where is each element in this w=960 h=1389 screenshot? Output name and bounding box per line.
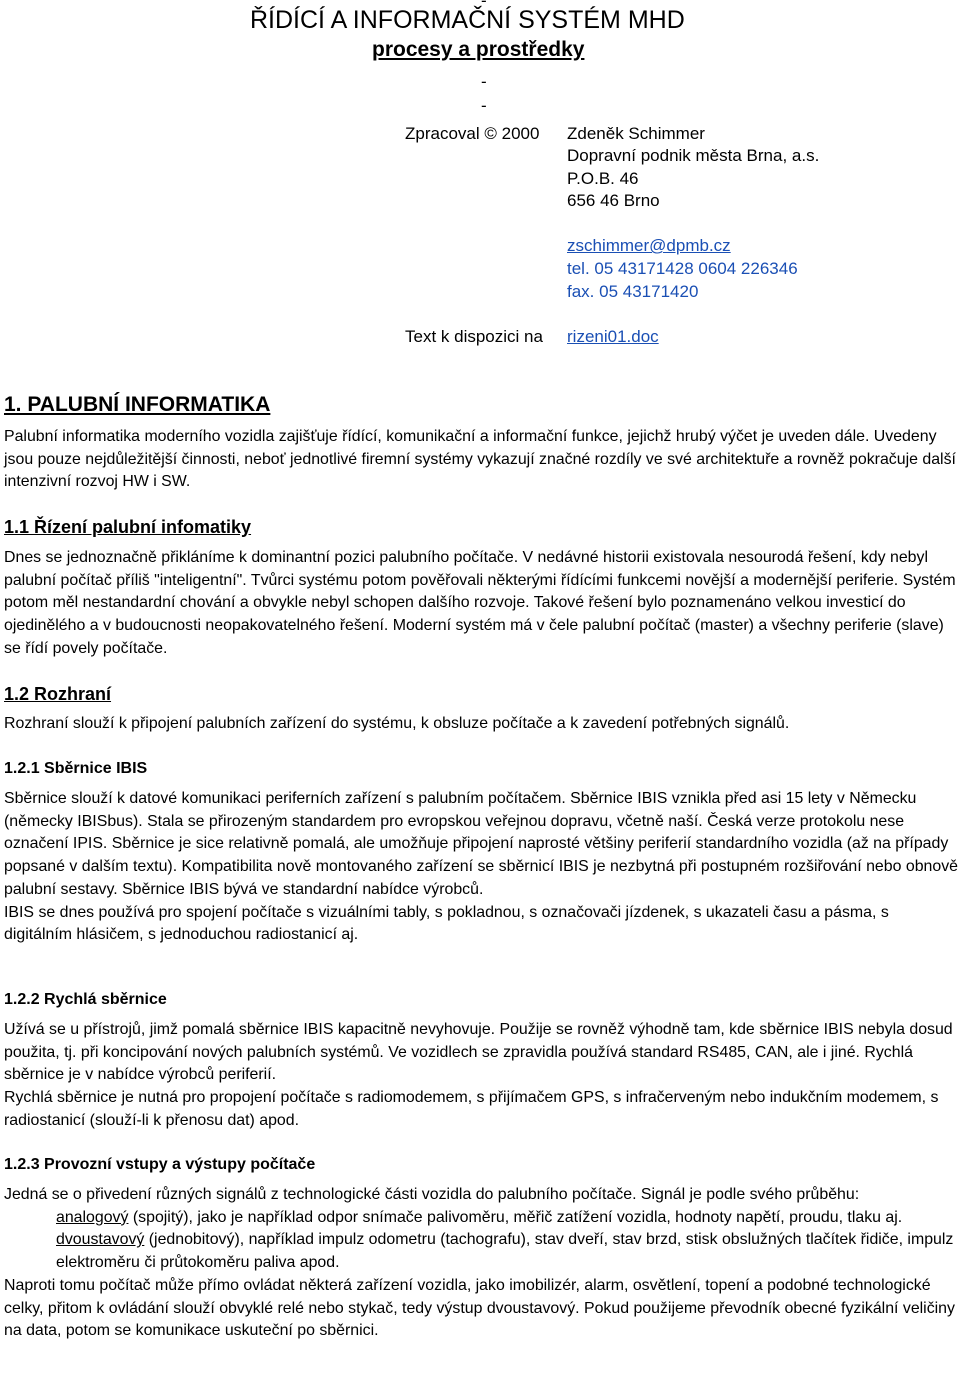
- paragraph: Užívá se u přístrojů, jimž pomalá sběrnice IBIS kapacitně nevyhovuje. Použije se rovněž výhodně tam, kde sběrnice IBIS nebyla dosud použita, tj. při koncipování nových palubních systémů. Ve vozidlech se zpravidla používá standard RS485, CAN, ale i jiné. Rychlá sběrnice je v nabídce výrobců periferií.: [4, 1021, 953, 1084]
- author-pobox: P.O.B. 46: [567, 169, 639, 188]
- section-1-2-2-body: [4, 1019, 960, 1133]
- section-1-2-1-body: [4, 788, 960, 947]
- document-title: ŘÍDÍCÍ A INFORMAČNÍ SYSTÉM MHD: [250, 6, 685, 34]
- paragraph: Jedná se o přivedení různých signálů z technologické části vozidla do palubního počítače. Signál je podle svého průběhu:: [4, 1186, 860, 1203]
- file-link[interactable]: rizeni01.doc: [567, 327, 659, 346]
- section-heading-1-2-2: 1.2.2 Rychlá sběrnice: [4, 991, 167, 1008]
- paragraph: Palubní informatika moderního vozidla zajišťuje řídící, komunikační a informační funkce, jejichž hrubý výčet je uveden dále. Uvedeny jsou pouze nejdůležitější činnosti, neboť jednotlivé firemní systémy vykazují značné rozdíly ve své architektuře a rovněž pokračuje další intenzivní rozvoj HW i SW.: [4, 428, 956, 491]
- author-name: Zdeněk Schimmer: [567, 124, 705, 143]
- section-heading-1-1: 1.1 Řízení palubní infomatiky: [4, 517, 252, 537]
- list-item: analogový (spojitý), jako je například odpor snímače palivoměru, měřič zatížení vozidla, hodnoty napětí, proudu, tlaku aj.: [56, 1208, 903, 1226]
- term: analogový: [56, 1208, 129, 1226]
- paragraph: Naproti tomu počítač může přímo ovládat některá zařízení vozidla, jako imobilizér, alarm, osvětlení, topení a podobné technologické celky, přitom k ovládání slouží obvyklé relé nebo stykač, tedy výstup dvoustavový. Pokud použijeme převodník obecné fyzikální veličiny na data, potom se komunikace uskuteční po sběrnici.: [4, 1276, 955, 1340]
- section-heading-1: 1. PALUBNÍ INFORMATIKA: [4, 393, 271, 416]
- section-1-1-body: [4, 547, 960, 661]
- availability-label: Text k dispozici na: [405, 327, 543, 346]
- term: dvoustavový: [56, 1231, 145, 1249]
- section-1-body: [4, 426, 960, 494]
- author-label: Zpracoval © 2000: [405, 124, 540, 143]
- author-organization: Dopravní podnik města Brna, a.s.: [567, 146, 820, 165]
- phone-numbers: tel. 05 43171428 0604 226346: [567, 259, 798, 278]
- email-link[interactable]: zschimmer@dpmb.cz: [567, 236, 731, 255]
- section-heading-1-2-3: 1.2.3 Provozní vstupy a výstupy počítače: [4, 1156, 316, 1173]
- section-1-2-body: [4, 713, 960, 736]
- paragraph: Rychlá sběrnice je nutná pro propojení počítače s radiomodemem, s přijímačem GPS, s infračerveným nebo indukčním modemem, s radiostanicí (slouží-li k přenosu dat) apod.: [4, 1089, 939, 1129]
- paragraph: Rozhraní slouží k připojení palubních zařízení do systému, k obsluze počítače a k zavedení potřebných signálů.: [4, 715, 790, 732]
- paragraph: Dnes se jednoznačně přikláníme k dominantní pozici palubního počítače. V nedávné historii existovala nesourodá řešení, kdy nebyl palubní počítač příliš "inteligentní". Tvůrci systému potom pověřovali některými řídícími funkcemi novější a modernější periferie. Systém potom měl nestandardní chování a obvykle nebyl schopen dalšího rozvoje. Takové řešení bylo poznamenáno velkou investicí do ojedinělého a v budoucnosti neopakovatelného řešení. Moderní systém má v čele palubní počítač (master) a všechny periferie (slave) se řídí povely počítače.: [4, 549, 956, 657]
- section-1-2-3-body: [4, 1184, 960, 1343]
- section-heading-1-2-1: 1.2.1 Sběrnice IBIS: [4, 760, 148, 777]
- document-subtitle: procesy a prostředky: [372, 38, 585, 61]
- decorative-dash: -: [481, 0, 487, 10]
- list-item: dvoustavový (jednobitový), například impulz odometru (tachografu), stav dveří, stav brzd, stisk obslužných tlačítek řidiče, impulz elektroměru či průtokoměru paliva apod.: [56, 1231, 954, 1272]
- author-city: 656 46 Brno: [567, 191, 660, 210]
- paragraph: IBIS se dnes používá pro spojení počítače s vizuálními tably, s pokladnou, s označovači jízdenek, s ukazateli času a pásma, s digitálním hlásičem, s jednoduchou radiostanicí aj.: [4, 903, 889, 944]
- decorative-dash: -: [481, 96, 487, 115]
- fax-number: fax. 05 43171420: [567, 282, 699, 301]
- paragraph: Sběrnice slouží k datové komunikaci periferních zařízení s palubním počítačem. Sběrnice IBIS vznikla před asi 15 lety v Německu (německy IBISbus). Stala se přirozeným standardem pro evropskou veřejnou dopravu, včetně naší. Česká verze protokolu nese označení IPIS. Sběrnice je sice relativně pomalá, ale umožňuje připojení naprosté většiny periferií standardního vozidla (až na případy popsané v dalším textu). Kompatibilita nově montovaného zařízení se sběrnicí IBIS je nezbytná při postupném rozšiřování nebo obnově palubní sestavy. Sběrnice IBIS bývá ve standardní nabídce výrobců.: [4, 790, 958, 898]
- section-heading-1-2: 1.2 Rozhraní: [4, 684, 112, 704]
- decorative-dash: -: [481, 72, 487, 91]
